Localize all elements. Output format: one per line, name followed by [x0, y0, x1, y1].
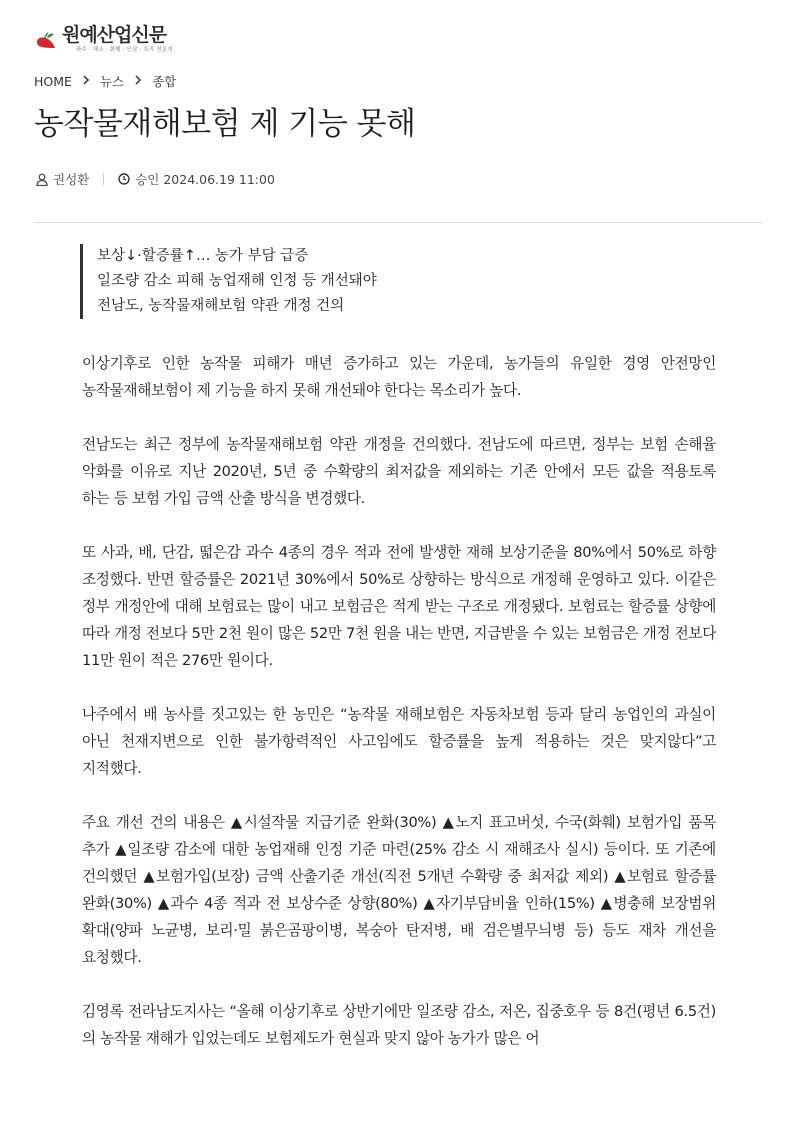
- article-paragraph: 또 사과, 배, 단감, 떫은감 과수 4종의 경우 적과 전에 발생한 재해 보상기준을 80%에서 50%로 하향 조정했다. 반면 할증률은 2021년 30%에서 50%로 상향하는 방식으로 개정해 운영하고 있다. 이같은 정부 개정안에 대해 보험료는 많이 내고 보험금은 적게 받는 구조로 개정됐다. 보험료는 할증률 상향에 따라 개정 전보다 5만 2천 원이 많은 52만 7천 원을 내는 반면, 지급받을 수 있는 보험금은 개정 전보다 11만 원이 적은 276만 원이다.: [82, 544, 716, 669]
- article-meta: [36, 170, 275, 188]
- author-name: 권성환: [53, 172, 90, 187]
- author[interactable]: [36, 170, 89, 188]
- chevron-right-icon: [134, 74, 142, 88]
- meta-divider: [103, 173, 104, 185]
- article-paragraph: 전남도는 최근 정부에 농작물재해보험 약관 개정을 건의했다. 전남도에 따르면, 정부는 보험 손해율 악화를 이유로 지난 2020년, 5년 중 수확량의 최저값을 제외하는 기존 안에서 모든 값을 적용토록 하는 등 보험 가입 금액 산출 방식을 변경했다.: [82, 436, 716, 507]
- approved-text: 승인 2024.06.19 11:00: [135, 172, 275, 187]
- article-paragraph: 이상기후로 인한 농작물 피해가 매년 증가하고 있는 가운데, 농가들의 유일한 경영 안전망인 농작물재해보험이 제 기능을 하지 못해 개선돼야 한다는 목소리가 높다.: [82, 355, 716, 399]
- article-paragraph: 주요 개선 건의 내용은 ▲시설작물 지급기준 완화(30%) ▲노지 표고버섯, 수국(화훼) 보험가입 품목 추가 ▲일조량 감소에 대한 농업재해 인정 기준 마련(25% 감소 시 재해조사 실시) 등이다. 또 기존에 건의했던 ▲보험가입(보장) 금액 산출기준 개선(직전 5개년 수확량 중 최저값 제외) ▲보험료 할증률 완화(30%) ▲과수 4종 적과 전 보상수준 상향(80%) ▲자기부담비율 인하(15%) ▲병충해 보장범위 확대(양파 노균병, 보리·밀 붉은곰팡이병, 복숭아 탄저병, 배 검은별무늬병 등) 등도 재차 개선을 요청했다.: [82, 814, 716, 966]
- article-subtitles: [80, 244, 377, 319]
- breadcrumb-home[interactable]: HOME: [34, 73, 72, 89]
- site-name: 원예산업신문: [62, 24, 167, 46]
- header-divider: [34, 222, 762, 223]
- breadcrumb-news[interactable]: 뉴스: [99, 74, 125, 89]
- page-title: 농작물재해보험 제 기능 못해: [34, 106, 416, 142]
- article-paragraph: 김영록 전라남도지사는 “올해 이상기후로 상반기에만 일조량 감소, 저온, 집중호우 등 8건(평년 6.5건)의 농작물 재해가 입었는데도 보험제도가 현실과 맞지 않아 농가가 많은 어: [82, 1003, 716, 1047]
- approved-time: [118, 170, 275, 188]
- subtitle-line: 보상↓·할증률↑… 농가 부담 급증: [97, 248, 309, 264]
- chevron-right-icon: [82, 74, 90, 88]
- site-logo[interactable]: [34, 24, 173, 54]
- pepper-logo-icon: [34, 28, 58, 52]
- site-tagline: 과수 · 채소 · 화훼 · 인삼 · 특작 전문지: [76, 47, 173, 53]
- breadcrumb-general[interactable]: 종합: [152, 74, 177, 89]
- breadcrumb: [34, 72, 176, 90]
- user-icon: [36, 173, 48, 186]
- subtitle-line: 전남도, 농작물재해보험 약관 개정 건의: [97, 298, 345, 314]
- subtitle-line: 일조량 감소 피해 농업재해 인정 등 개선돼야: [97, 273, 377, 289]
- article-paragraph: 나주에서 배 농사를 짓고있는 한 농민은 “농작물 재해보험은 자동차보험 등과 달리 농업인의 과실이 아닌 천재지변으로 인한 불가항력적인 사고임에도 할증률을 높게 적용하는 것은 맞지않다”고 지적했다.: [82, 706, 716, 777]
- article-body: [82, 350, 716, 1079]
- clock-icon: [118, 173, 130, 185]
